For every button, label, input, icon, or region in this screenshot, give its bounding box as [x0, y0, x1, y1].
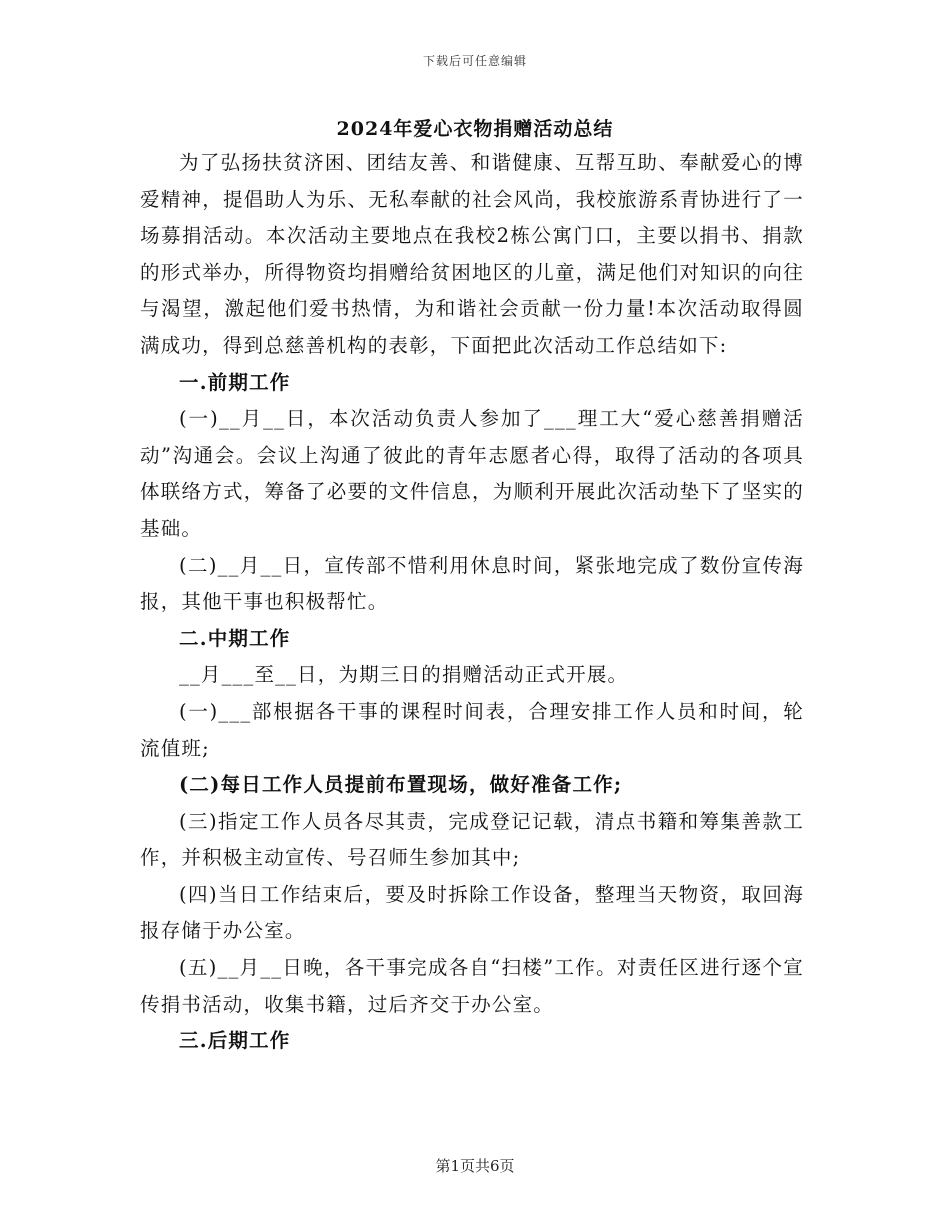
section-heading-early: 一.前期工作: [179, 370, 291, 394]
paragraph-middle-intro: __月___至__日，为期三日的捐赠活动正式开展。: [179, 663, 629, 687]
paragraph-middle-2: (二)每日工作人员提前布置现场，做好准备工作;: [179, 773, 623, 797]
paragraph-middle-1: (一)___部根据各干事的课程时间表，合理安排工作人员和时间，轮流值班;: [140, 699, 804, 760]
paragraph-intro: 为了弘扬扶贫济困、团结友善、和谐健康、互帮互助、奉献爱心的博爱精神，提倡助人为乐、无私奉献的社会风尚，我校旅游系青协进行了一场募捐活动。本次活动主要地点在我校2栋公寓门口，主要以捐书、捐款的形式举办，所得物资均捐赠给贫困地区的儿童，满足他们对知识的向往与渴望，激起他们爱书热情，为和谐社会贡献一份力量!本次活动取得圆满成功，得到总慈善机构的表彰，下面把此次活动工作总结如下:: [140, 151, 804, 357]
paragraph-early-2: (二)__月__日，宣传部不惜利用休息时间，紧张地完成了数份宣传海报，其他干事也积极帮忙。: [140, 553, 804, 614]
paragraph-early-1: (一)__月__日，本次活动负责人参加了___理工大“爱心慈善捐赠活动”沟通会。会议上沟通了彼此的青年志愿者心得，取得了活动的各项具体联络方式，筹备了必要的文件信息，为顺利开展此次活动垫下了坚实的基础。: [140, 407, 804, 540]
header-note: 下载后可任意编辑: [422, 54, 527, 68]
document-body: [140, 145, 804, 1060]
section-heading-middle: 二.中期工作: [179, 626, 291, 650]
page-footer: 第1页共6页: [435, 1157, 515, 1175]
section-heading-late: 三.后期工作: [179, 1029, 291, 1053]
paragraph-middle-5: (五)__月__日晚，各干事完成各自“扫楼”工作。对责任区进行逐个宣传捐书活动，收集书籍，过后齐交于办公室。: [140, 956, 804, 1016]
document-title: 2024年爱心衣物捐赠活动总结: [336, 118, 614, 140]
paragraph-middle-3: (三)指定工作人员各尽其责，完成登记记载，清点书籍和筹集善款工作，并积极主动宣传、号召师生参加其中;: [140, 809, 804, 870]
paragraph-middle-4: (四)当日工作结束后，要及时拆除工作设备，整理当天物资，取回海报存储于办公室。: [140, 882, 804, 943]
